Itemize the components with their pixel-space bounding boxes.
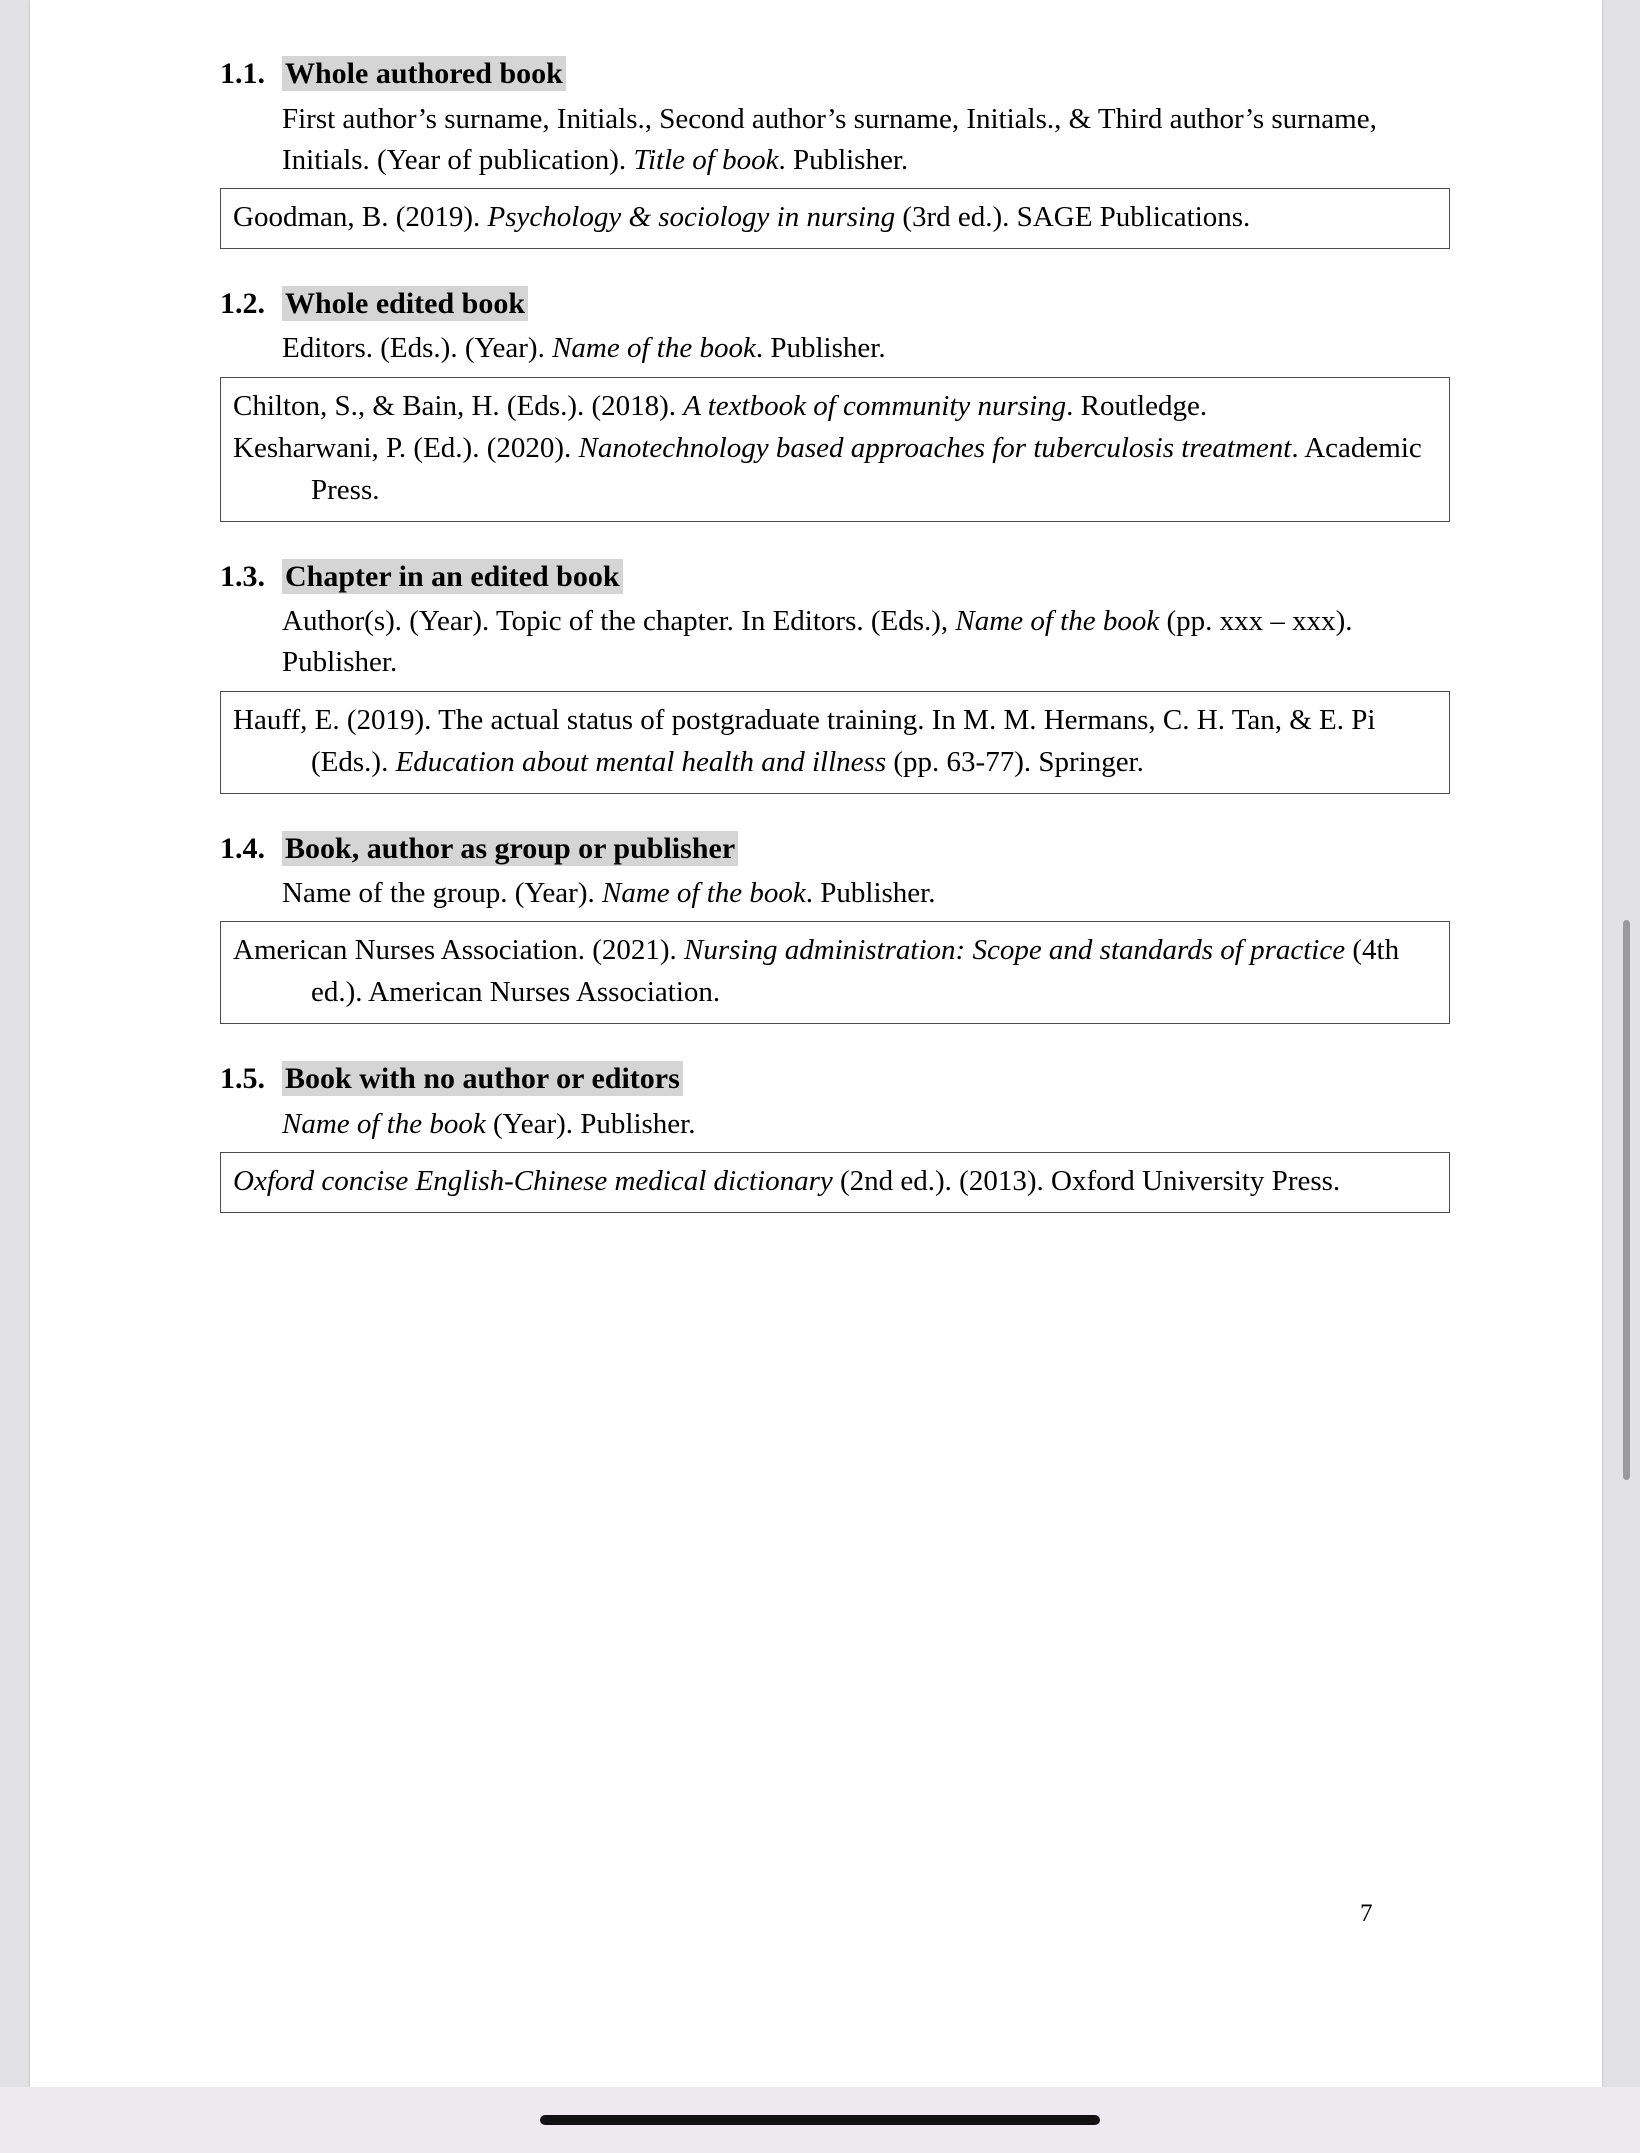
reference-section [220, 285, 1450, 522]
example-italic: Nursing administration: Scope and standards of practice [684, 934, 1346, 967]
example-box [220, 921, 1450, 1024]
home-indicator[interactable] [540, 2115, 1100, 2125]
example-box [220, 188, 1450, 249]
page-number: 7 [1360, 1900, 1373, 1927]
reference-section [220, 830, 1450, 1025]
example-post: . Academic Press. [311, 431, 1422, 506]
page-sheet [30, 0, 1602, 2087]
example-italic: A textbook of community nursing [683, 389, 1067, 422]
example-line [233, 385, 1437, 427]
example-post: (3rd ed.). SAGE Publications. [895, 200, 1251, 233]
example-pre: Goodman, B. (2019). [233, 200, 488, 233]
section-title: Whole authored book [282, 56, 566, 91]
reference-section [220, 1060, 1450, 1213]
section-heading [220, 1060, 1450, 1098]
section-heading [220, 558, 1450, 596]
reference-section [220, 558, 1450, 794]
pattern-italic: Name of the book [552, 332, 756, 365]
section-pattern: Name of the book (Year). Publisher. [282, 1107, 696, 1140]
example-box [220, 377, 1450, 522]
example-italic: Psychology & sociology in nursing [487, 200, 896, 233]
section-title: Book with no author or editors [282, 1061, 683, 1096]
vertical-scrollbar[interactable] [1623, 920, 1630, 1480]
example-pre: American Nurses Association. (2021). [233, 934, 685, 967]
example-post: (2nd ed.). (2013). Oxford University Press. [832, 1165, 1341, 1198]
section-heading [220, 830, 1450, 868]
section-number: 1.5. [220, 1062, 265, 1096]
example-box [220, 691, 1450, 794]
section-number: 1.1. [220, 57, 265, 90]
section-heading [220, 285, 1450, 323]
pattern-italic: Name of the book [282, 1107, 486, 1140]
section-number: 1.3. [220, 559, 265, 593]
example-post: . Routledge. [1066, 389, 1208, 422]
page-content [220, 55, 1450, 1249]
example-pre: Hauff, E. (2019). The actual status of postgraduate training. In M. M. Hermans, C. H. Tan, & E. Pi (Eds.). [233, 703, 1376, 778]
example-pre: Kesharwani, P. (Ed.). (2020). [233, 431, 579, 464]
reference-section [220, 55, 1450, 249]
example-line [233, 196, 1437, 238]
section-title: Whole edited book [282, 286, 528, 321]
pattern-italic: Name of the book [955, 605, 1160, 638]
pattern-italic: Name of the book [602, 877, 806, 910]
pattern-italic: Title of book [633, 143, 779, 176]
example-post: (pp. 63-77). Springer. [886, 745, 1144, 778]
example-line [233, 427, 1437, 511]
section-pattern: Name of the group. (Year). Name of the book. Publisher. [282, 877, 936, 910]
example-post: (4th ed.). American Nurses Association. [311, 934, 1400, 1009]
section-number: 1.4. [220, 831, 265, 865]
section-pattern: First author’s surname, Initials., Second author’s surname, Initials., & Third author’s surname, Initials. (Year of publication). Title of book. Publisher. [282, 102, 1377, 176]
section-title: Book, author as group or publisher [282, 831, 738, 866]
example-line [233, 699, 1437, 783]
section-pattern: Editors. (Eds.). (Year). Name of the book. Publisher. [282, 332, 886, 365]
example-italic: Oxford concise English-Chinese medical dictionary [233, 1165, 833, 1198]
section-title: Chapter in an edited book [282, 559, 623, 594]
example-line [233, 1160, 1437, 1202]
section-heading [220, 55, 1450, 93]
example-line [233, 929, 1437, 1013]
example-italic: Nanotechnology based approaches for tuberculosis treatment [578, 431, 1292, 464]
section-pattern: Author(s). (Year). Topic of the chapter. In Editors. (Eds.), Name of the book (pp. xxx – xxx). Publisher. [282, 605, 1353, 679]
example-italic: Education about mental health and illness [395, 745, 887, 778]
example-box [220, 1152, 1450, 1213]
section-number: 1.2. [220, 286, 265, 320]
example-pre: Chilton, S., & Bain, H. (Eds.). (2018). [233, 389, 684, 422]
